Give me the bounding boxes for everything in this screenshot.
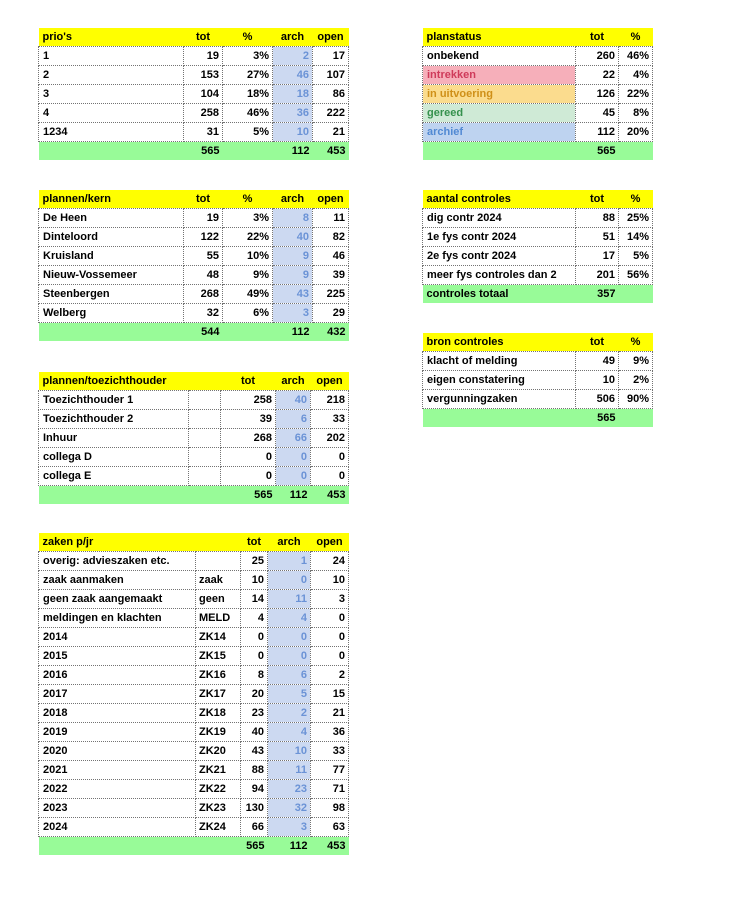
value-cell[interactable]: 5%	[223, 123, 273, 142]
value-cell[interactable]: 20	[241, 685, 268, 704]
value-cell[interactable]: 56%	[619, 266, 653, 285]
row-label-cell[interactable]: 2021	[39, 761, 196, 780]
row-label-cell[interactable]: 1234	[39, 123, 184, 142]
value-cell[interactable]: 0	[221, 467, 276, 486]
value-cell[interactable]: 0	[221, 448, 276, 467]
row-label-cell[interactable]: eigen constatering	[423, 371, 576, 390]
total-cell[interactable]: 453	[311, 837, 349, 856]
column-header[interactable]: tot	[221, 372, 276, 391]
value-cell[interactable]: MELD	[196, 609, 241, 628]
value-cell[interactable]: 104	[184, 85, 223, 104]
arch-cell[interactable]: 4	[268, 723, 311, 742]
row-label-cell[interactable]: 2024	[39, 818, 196, 837]
value-cell[interactable]: 153	[184, 66, 223, 85]
arch-cell[interactable]: 4	[268, 609, 311, 628]
row-label-cell[interactable]: gereed	[423, 104, 576, 123]
value-cell[interactable]: 19	[184, 209, 223, 228]
value-cell[interactable]: ZK16	[196, 666, 241, 685]
value-cell[interactable]: 3%	[223, 47, 273, 66]
value-cell[interactable]	[189, 429, 221, 448]
column-header[interactable]: arch	[268, 533, 311, 552]
value-cell[interactable]	[189, 448, 221, 467]
row-label-cell[interactable]: Toezichthouder 2	[39, 410, 189, 429]
value-cell[interactable]: 86	[313, 85, 349, 104]
value-cell[interactable]: 9%	[619, 352, 653, 371]
row-label-cell[interactable]: Kruisland	[39, 247, 184, 266]
arch-cell[interactable]: 46	[273, 66, 313, 85]
total-cell[interactable]: 357	[576, 285, 619, 304]
value-cell[interactable]: 23	[241, 704, 268, 723]
row-label-cell[interactable]: in uitvoering	[423, 85, 576, 104]
zaken-per-jaar-table	[38, 533, 349, 855]
total-cell[interactable]: 453	[313, 142, 349, 161]
value-cell[interactable]: 2%	[619, 371, 653, 390]
total-cell[interactable]	[223, 142, 273, 161]
row-label-cell[interactable]: Dinteloord	[39, 228, 184, 247]
value-cell[interactable]: 0	[241, 647, 268, 666]
row-label-cell[interactable]: 2019	[39, 723, 196, 742]
value-cell[interactable]: ZK15	[196, 647, 241, 666]
value-cell[interactable]: 45	[576, 104, 619, 123]
value-cell[interactable]: 32	[184, 304, 223, 323]
value-cell[interactable]: 43	[241, 742, 268, 761]
row-label-cell[interactable]: onbekend	[423, 47, 576, 66]
row-label-cell[interactable]: 2e fys contr 2024	[423, 247, 576, 266]
arch-cell[interactable]: 5	[268, 685, 311, 704]
prios-table	[38, 28, 349, 160]
value-cell[interactable]: 18%	[223, 85, 273, 104]
total-cell[interactable]	[423, 409, 576, 428]
column-header[interactable]: %	[223, 190, 273, 209]
arch-cell[interactable]: 66	[276, 429, 311, 448]
column-header[interactable]: %	[619, 28, 653, 47]
arch-cell[interactable]: 10	[268, 742, 311, 761]
row-label-cell[interactable]: Toezichthouder 1	[39, 391, 189, 410]
table-title-header[interactable]: prio's	[39, 28, 184, 47]
value-cell[interactable]: 5%	[619, 247, 653, 266]
value-cell[interactable]: 40	[241, 723, 268, 742]
value-cell[interactable]: 39	[221, 410, 276, 429]
plannen-kern-table	[38, 190, 349, 341]
value-cell[interactable]: ZK17	[196, 685, 241, 704]
row-label-cell[interactable]: meer fys controles dan 2	[423, 266, 576, 285]
row-label-cell[interactable]: overig: advieszaken etc.	[39, 552, 196, 571]
value-cell[interactable]: 88	[576, 209, 619, 228]
row-label-cell[interactable]: dig contr 2024	[423, 209, 576, 228]
row-label-cell[interactable]: 1	[39, 47, 184, 66]
value-cell[interactable]: 268	[184, 285, 223, 304]
column-header[interactable]: %	[223, 28, 273, 47]
value-cell[interactable]: ZK18	[196, 704, 241, 723]
total-cell[interactable]	[39, 486, 189, 505]
value-cell[interactable]: ZK22	[196, 780, 241, 799]
value-cell[interactable]: 122	[184, 228, 223, 247]
aantal-controles-table	[422, 190, 653, 303]
row-label-cell[interactable]: 1e fys contr 2024	[423, 228, 576, 247]
table-title-header[interactable]: planstatus	[423, 28, 576, 47]
value-cell[interactable]: 21	[311, 704, 349, 723]
row-label-cell[interactable]: Nieuw-Vossemeer	[39, 266, 184, 285]
total-cell[interactable]	[39, 323, 184, 342]
value-cell[interactable]: 3	[311, 590, 349, 609]
value-cell[interactable]: 0	[311, 609, 349, 628]
column-header[interactable]: %	[619, 190, 653, 209]
value-cell[interactable]: 202	[311, 429, 349, 448]
total-cell[interactable]: 453	[311, 486, 349, 505]
value-cell[interactable]: 0	[241, 628, 268, 647]
value-cell[interactable]: 22	[576, 66, 619, 85]
row-label-cell[interactable]: 2023	[39, 799, 196, 818]
value-cell[interactable]: 10	[241, 571, 268, 590]
value-cell[interactable]	[196, 552, 241, 571]
arch-cell[interactable]: 18	[273, 85, 313, 104]
arch-cell[interactable]: 10	[273, 123, 313, 142]
value-cell[interactable]: 77	[311, 761, 349, 780]
value-cell[interactable]: 14	[241, 590, 268, 609]
total-cell[interactable]	[423, 142, 576, 161]
value-cell[interactable]: 107	[313, 66, 349, 85]
column-header[interactable]: tot	[576, 333, 619, 352]
column-header[interactable]	[189, 372, 221, 391]
row-label-cell[interactable]: meldingen en klachten	[39, 609, 196, 628]
value-cell[interactable]: 4%	[619, 66, 653, 85]
value-cell[interactable]: 98	[311, 799, 349, 818]
row-label-cell[interactable]: 2	[39, 66, 184, 85]
value-cell[interactable]: 130	[241, 799, 268, 818]
value-cell[interactable]: 49%	[223, 285, 273, 304]
table-title-header[interactable]: zaken p/jr	[39, 533, 196, 552]
value-cell[interactable]: 46	[313, 247, 349, 266]
value-cell[interactable]: 218	[311, 391, 349, 410]
row-label-cell[interactable]: vergunningzaken	[423, 390, 576, 409]
value-cell[interactable]: 8%	[619, 104, 653, 123]
table-title-header[interactable]: aantal controles	[423, 190, 576, 209]
total-cell[interactable]: 432	[313, 323, 349, 342]
row-label-cell[interactable]: 2020	[39, 742, 196, 761]
column-header[interactable]: tot	[576, 28, 619, 47]
value-cell[interactable]: 27%	[223, 66, 273, 85]
row-label-cell[interactable]: archief	[423, 123, 576, 142]
plannen-toezichthouder-table	[38, 372, 349, 504]
total-cell[interactable]	[619, 142, 653, 161]
arch-cell[interactable]: 11	[268, 590, 311, 609]
value-cell[interactable]: 17	[576, 247, 619, 266]
row-label-cell[interactable]: 2014	[39, 628, 196, 647]
value-cell[interactable]: zaak	[196, 571, 241, 590]
value-cell[interactable]: 10	[576, 371, 619, 390]
value-cell[interactable]: 25%	[619, 209, 653, 228]
arch-cell[interactable]: 6	[268, 666, 311, 685]
row-label-cell[interactable]: 3	[39, 85, 184, 104]
value-cell[interactable]: 506	[576, 390, 619, 409]
arch-cell[interactable]: 36	[273, 104, 313, 123]
table-title-header[interactable]: plannen/kern	[39, 190, 184, 209]
bron-controles-table	[422, 333, 653, 427]
value-cell[interactable]: 258	[184, 104, 223, 123]
column-header[interactable]: tot	[576, 190, 619, 209]
column-header[interactable]: tot	[184, 28, 223, 47]
value-cell[interactable]: 0	[311, 647, 349, 666]
value-cell[interactable]: 112	[576, 123, 619, 142]
row-label-cell[interactable]: collega E	[39, 467, 189, 486]
value-cell[interactable]: 33	[311, 410, 349, 429]
value-cell[interactable]: 15	[311, 685, 349, 704]
arch-cell[interactable]: 9	[273, 266, 313, 285]
value-cell[interactable]: 258	[221, 391, 276, 410]
value-cell[interactable]: 8	[241, 666, 268, 685]
row-label-cell[interactable]: Steenbergen	[39, 285, 184, 304]
row-label-cell[interactable]: Inhuur	[39, 429, 189, 448]
arch-cell[interactable]: 2	[273, 47, 313, 66]
table-title-header[interactable]: bron controles	[423, 333, 576, 352]
row-label-cell[interactable]: geen zaak aangemaakt	[39, 590, 196, 609]
row-label-cell[interactable]: 2022	[39, 780, 196, 799]
value-cell[interactable]: 0	[311, 467, 349, 486]
column-header[interactable]: arch	[276, 372, 311, 391]
total-cell[interactable]: 565	[241, 837, 268, 856]
value-cell[interactable]: 66	[241, 818, 268, 837]
value-cell[interactable]: 48	[184, 266, 223, 285]
column-header[interactable]: %	[619, 333, 653, 352]
row-label-cell[interactable]: 4	[39, 104, 184, 123]
column-header[interactable]: open	[313, 28, 349, 47]
arch-cell[interactable]: 2	[268, 704, 311, 723]
value-cell[interactable]: 90%	[619, 390, 653, 409]
value-cell[interactable]: ZK14	[196, 628, 241, 647]
arch-cell[interactable]: 0	[268, 628, 311, 647]
total-cell[interactable]	[189, 486, 221, 505]
arch-cell[interactable]: 11	[268, 761, 311, 780]
total-cell[interactable]: 565	[576, 142, 619, 161]
table-title-header[interactable]: plannen/toezichthouder	[39, 372, 189, 391]
value-cell[interactable]: 17	[313, 47, 349, 66]
value-cell[interactable]: ZK19	[196, 723, 241, 742]
value-cell[interactable]: 260	[576, 47, 619, 66]
value-cell[interactable]: 94	[241, 780, 268, 799]
value-cell[interactable]: 0	[311, 448, 349, 467]
total-cell[interactable]	[223, 323, 273, 342]
value-cell[interactable]: 19	[184, 47, 223, 66]
arch-cell[interactable]: 9	[273, 247, 313, 266]
value-cell[interactable]: 14%	[619, 228, 653, 247]
arch-cell[interactable]: 0	[276, 467, 311, 486]
value-cell[interactable]: 29	[313, 304, 349, 323]
total-cell[interactable]: 112	[276, 486, 311, 505]
value-cell[interactable]: 49	[576, 352, 619, 371]
total-cell[interactable]: 565	[221, 486, 276, 505]
column-header[interactable]: arch	[273, 190, 313, 209]
value-cell[interactable]: ZK21	[196, 761, 241, 780]
value-cell[interactable]: 225	[313, 285, 349, 304]
value-cell[interactable]: 55	[184, 247, 223, 266]
value-cell[interactable]: ZK23	[196, 799, 241, 818]
value-cell[interactable]: 20%	[619, 123, 653, 142]
value-cell[interactable]	[189, 410, 221, 429]
column-header[interactable]: open	[311, 372, 349, 391]
row-label-cell[interactable]: intrekken	[423, 66, 576, 85]
arch-cell[interactable]: 8	[273, 209, 313, 228]
value-cell[interactable]	[189, 467, 221, 486]
value-cell[interactable]: 11	[313, 209, 349, 228]
row-label-cell[interactable]: zaak aanmaken	[39, 571, 196, 590]
total-cell[interactable]: controles totaal	[423, 285, 576, 304]
column-header[interactable]: open	[313, 190, 349, 209]
value-cell[interactable]: 222	[313, 104, 349, 123]
value-cell[interactable]: 22%	[223, 228, 273, 247]
arch-cell[interactable]: 3	[268, 818, 311, 837]
value-cell[interactable]: 6%	[223, 304, 273, 323]
value-cell[interactable]: 10	[311, 571, 349, 590]
value-cell[interactable]: 268	[221, 429, 276, 448]
value-cell[interactable]	[189, 391, 221, 410]
value-cell[interactable]: ZK20	[196, 742, 241, 761]
value-cell[interactable]: 4	[241, 609, 268, 628]
arch-cell[interactable]: 40	[273, 228, 313, 247]
value-cell[interactable]: 126	[576, 85, 619, 104]
total-cell[interactable]	[196, 837, 241, 856]
value-cell[interactable]: 3%	[223, 209, 273, 228]
total-cell[interactable]: 565	[184, 142, 223, 161]
row-label-cell[interactable]: 2017	[39, 685, 196, 704]
value-cell[interactable]: 82	[313, 228, 349, 247]
arch-cell[interactable]: 23	[268, 780, 311, 799]
value-cell[interactable]: 39	[313, 266, 349, 285]
value-cell[interactable]: 46%	[223, 104, 273, 123]
row-label-cell[interactable]: klacht of melding	[423, 352, 576, 371]
row-label-cell[interactable]: collega D	[39, 448, 189, 467]
value-cell[interactable]: 31	[184, 123, 223, 142]
arch-cell[interactable]: 0	[268, 647, 311, 666]
total-cell[interactable]	[619, 409, 653, 428]
value-cell[interactable]: 51	[576, 228, 619, 247]
total-cell[interactable]	[39, 837, 196, 856]
value-cell[interactable]: 24	[311, 552, 349, 571]
row-label-cell[interactable]: 2018	[39, 704, 196, 723]
value-cell[interactable]: 21	[313, 123, 349, 142]
value-cell[interactable]: 9%	[223, 266, 273, 285]
value-cell[interactable]: 36	[311, 723, 349, 742]
value-cell[interactable]: ZK24	[196, 818, 241, 837]
arch-cell[interactable]: 0	[268, 571, 311, 590]
value-cell[interactable]: 10%	[223, 247, 273, 266]
arch-cell[interactable]: 32	[268, 799, 311, 818]
row-label-cell[interactable]: 2015	[39, 647, 196, 666]
value-cell[interactable]: 22%	[619, 85, 653, 104]
total-cell[interactable]: 112	[273, 142, 313, 161]
arch-cell[interactable]: 0	[276, 448, 311, 467]
column-header[interactable]: tot	[241, 533, 268, 552]
value-cell[interactable]: 46%	[619, 47, 653, 66]
row-label-cell[interactable]: 2016	[39, 666, 196, 685]
total-cell[interactable]: 544	[184, 323, 223, 342]
total-cell[interactable]	[619, 285, 653, 304]
arch-cell[interactable]: 1	[268, 552, 311, 571]
arch-cell[interactable]: 6	[276, 410, 311, 429]
total-cell[interactable]: 112	[268, 837, 311, 856]
value-cell[interactable]: 0	[311, 628, 349, 647]
value-cell[interactable]: 2	[311, 666, 349, 685]
column-header[interactable]	[196, 533, 241, 552]
arch-cell[interactable]: 3	[273, 304, 313, 323]
total-cell[interactable]: 112	[273, 323, 313, 342]
column-header[interactable]: tot	[184, 190, 223, 209]
value-cell[interactable]: 88	[241, 761, 268, 780]
planstatus-table	[422, 28, 653, 160]
value-cell[interactable]: 71	[311, 780, 349, 799]
row-label-cell[interactable]: De Heen	[39, 209, 184, 228]
value-cell[interactable]: 201	[576, 266, 619, 285]
arch-cell[interactable]: 43	[273, 285, 313, 304]
value-cell[interactable]: 63	[311, 818, 349, 837]
total-cell[interactable]	[39, 142, 184, 161]
arch-cell[interactable]: 40	[276, 391, 311, 410]
column-header[interactable]: open	[311, 533, 349, 552]
total-cell[interactable]: 565	[576, 409, 619, 428]
column-header[interactable]: arch	[273, 28, 313, 47]
row-label-cell[interactable]: Welberg	[39, 304, 184, 323]
value-cell[interactable]: 25	[241, 552, 268, 571]
value-cell[interactable]: geen	[196, 590, 241, 609]
value-cell[interactable]: 33	[311, 742, 349, 761]
